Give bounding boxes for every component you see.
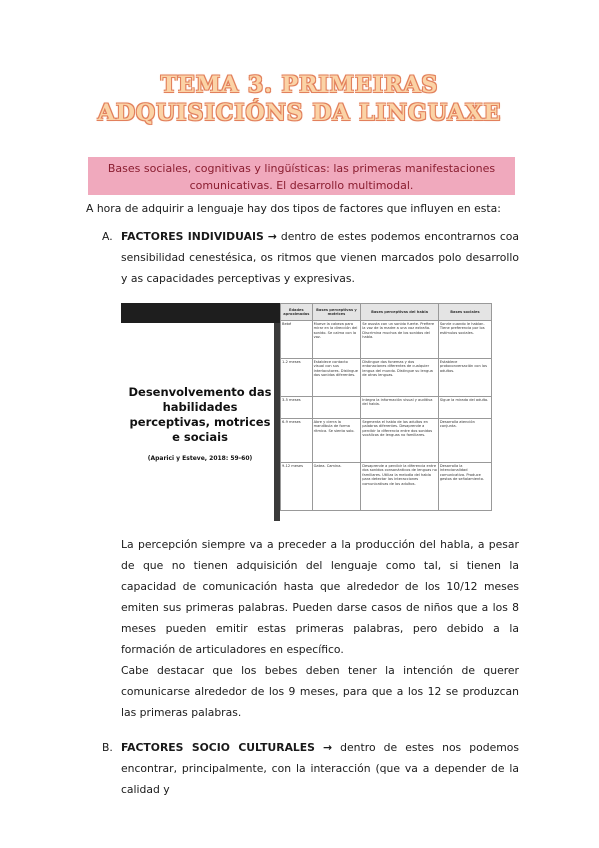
table-cell: Se asusta con un sonido fuerte. Prefiere la voz de la madre a una voz extraña. Discrimina muchos de los sonidos del habla. xyxy=(361,321,439,359)
table-header-cell: Bases sociales xyxy=(438,304,491,321)
table-cell: Establece contacto visual con sus interlocutores. Distingue dos sonidos diferentes. xyxy=(312,359,361,397)
figure-heading: Desenvolvemento das habilidades perceptivas, motrices e sociais xyxy=(128,385,272,444)
table-cell: Integra la información visual y auditiva del habla. xyxy=(361,397,439,419)
section-b-text: dentro de estes nos podemos encontrar, principalmente, con la interacción (que va a depender de la calidad y xyxy=(121,741,519,796)
section-a-text: dentro de estes podemos encontrarnos coa sensibilidad cenestésica, os ritmos que vienen marcados polo desarrollo y as capacidades perceptivas y expresivas. xyxy=(121,230,519,285)
intro-text: A hora de adquirir a lenguaje hay dos tipos de factores que influyen en esta: xyxy=(86,202,501,215)
table-row xyxy=(281,463,492,511)
table-row xyxy=(281,321,492,359)
table-cell: Sonríe cuando le hablan. Tiene preferencia por los estímulos sociales. xyxy=(438,321,491,359)
table-cell: Segmenta el habla de los adultos en palabras diferentes. Desaprende a percibir la diferencia entre dos sonidos vocálicos de lenguas no familiares. xyxy=(361,419,439,463)
section-b-heading: FACTORES SOCIO CULTURALES xyxy=(121,741,315,754)
table-header-cell: Bases perceptivas y motrices xyxy=(312,304,361,321)
table-cell: Abre y cierra la mandíbula de forma rítmica. Se sienta solo. xyxy=(312,419,361,463)
table-row xyxy=(281,359,492,397)
intention-paragraph: Cabe destacar que los bebes deben tener la intención de querer comunicarse alrededor de los 9 meses, para que a los 12 se produzcan las primeras palabras. xyxy=(121,664,519,719)
section-banner xyxy=(88,157,515,195)
table-cell: Distingue dos fonemas y dos entonaciones diferentes de cualquier lengua del mundo. Distingue su lengua de otras lenguas. xyxy=(361,359,439,397)
arrow-icon: → xyxy=(323,741,333,754)
table-cell: 1-2 meses xyxy=(281,359,313,397)
table-cell: Sigue la mirada del adulto. xyxy=(438,397,491,419)
perception-paragraph: La percepción siempre va a preceder a la producción del habla, a pesar de que no tienen adquisición del lenguaje como tal, si tienen la capacidad de comunicación hasta que alrededor de los 10/12 meses emiten sus primeras palabras. Pueden darse casos de niños que a los 8 meses pueden emitir estas primeras palabras, pero debido a la formación de articuladores en específico. xyxy=(121,538,519,656)
section-b-paragraph xyxy=(121,737,519,800)
table-cell: Establece protoconversación con los adultos. xyxy=(438,359,491,397)
table-cell: 3-5 meses xyxy=(281,397,313,419)
development-figure xyxy=(121,303,492,521)
table-cell: Desaprende a percibir la diferencia entre dos sonidos consonánticos de lenguas no familiares. Utiliza la melodía del habla para detectar las interacciones comunicativas de los adultos. xyxy=(361,463,439,511)
table-cell: Desarrolla atención conjunta. xyxy=(438,419,491,463)
table-header-cell: Edades aproximadas xyxy=(281,304,313,321)
banner-line-1: Bases sociales, cognitivas y lingüísticas: las primeras manifestaciones xyxy=(107,162,496,175)
page-title-line-2: ADQUISICIÓNS DA LINGUAXE xyxy=(97,100,502,126)
table-header-cell: Bases perceptivas del habla xyxy=(361,304,439,321)
table-cell: Bebé xyxy=(281,321,313,359)
table-cell xyxy=(312,397,361,419)
banner-line-2: comunicativas. El desarrollo multimodal. xyxy=(189,179,414,192)
table-cell: Gatea. Camina. xyxy=(312,463,361,511)
table-cell: Desarrolla la intencionalidad comunicativa. Produce gestos de señalamiento. xyxy=(438,463,491,511)
figure-title-panel xyxy=(121,303,280,521)
table-cell: 9-12 meses xyxy=(281,463,313,511)
section-a-heading: FACTORES INDIVIDUAIS xyxy=(121,230,264,243)
page-title-line-1: TEMA 3. PRIMEIRAS xyxy=(160,72,439,98)
section-a-paragraph xyxy=(121,226,519,289)
table-row xyxy=(281,419,492,463)
table-header-row xyxy=(281,304,492,321)
list-marker-a: A. xyxy=(102,230,113,243)
list-marker-b: B. xyxy=(102,741,113,754)
table-cell: 6-9 meses xyxy=(281,419,313,463)
figure-citation: (Aparici y Esteve, 2018: 59-60) xyxy=(147,455,253,462)
table-cell: Mueve la cabeza para mirar en la dirección del sonido. Se calma con la voz. xyxy=(312,321,361,359)
arrow-icon: → xyxy=(267,230,277,243)
development-table xyxy=(280,303,492,521)
table-row xyxy=(281,397,492,419)
